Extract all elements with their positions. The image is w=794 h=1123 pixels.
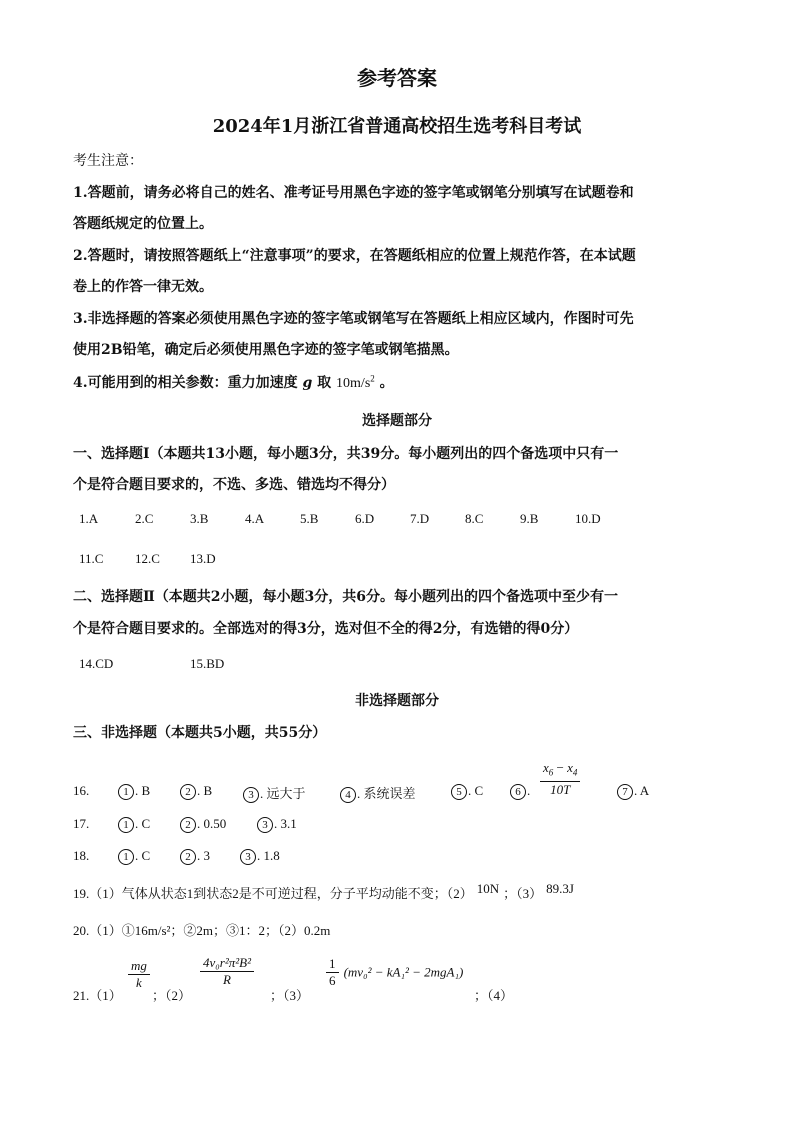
notice-item-2-line-1: 2.答题时，请按照答题纸上“注意事项”的要求，在答题纸相应的位置上规范作答，在本试题 bbox=[73, 248, 636, 264]
gravity-symbol: g bbox=[302, 375, 313, 391]
gravity-value bbox=[336, 373, 375, 391]
exam-subtitle: 2024年1月浙江省普通高校招生选考科目考试 bbox=[212, 116, 582, 137]
q16-item-6 bbox=[510, 783, 530, 800]
notice-item-3-line-2: 使用2B铅笔，确定后必须使用黑色字迹的签字笔或钢笔描黑。 bbox=[73, 342, 459, 358]
notice-item-4-prefix: 4.可能用到的相关参数：重力加速度 bbox=[73, 375, 298, 391]
page-title: 参考答案 bbox=[357, 66, 437, 90]
circled-number-icon: 2 bbox=[180, 784, 196, 800]
answer-item: 7.D bbox=[410, 511, 430, 526]
fraction bbox=[128, 958, 150, 991]
q21-sep-3: ；（3） bbox=[270, 988, 310, 1003]
section-1-desc-line-1: 一、选择题Ⅰ（本题共13小题，每小题3分，共39分。每小题列出的四个备选项中只有一 bbox=[73, 446, 619, 462]
section-1-desc-line-2: 个是符合题目要求的，不选、多选、错选均不得分） bbox=[73, 477, 395, 493]
gravity-value-text: 10m/s bbox=[336, 376, 371, 391]
q20-answer: 20.（1）①16m/s²；②2m；③1：2；（2）0.2m bbox=[73, 923, 331, 938]
notice-item-1-line-2: 答题纸规定的位置上。 bbox=[73, 216, 213, 232]
answer-text: . 1.8 bbox=[257, 848, 280, 863]
circled-number-icon: 2 bbox=[180, 849, 196, 865]
answer-item: 3.B bbox=[190, 511, 209, 526]
answer-text: . C bbox=[468, 783, 484, 798]
fraction-numerator: mg bbox=[128, 958, 150, 975]
circled-number-icon: 5 bbox=[451, 784, 467, 800]
var-x4: x bbox=[567, 760, 573, 775]
answer-item bbox=[118, 783, 150, 800]
q21-fraction-1 bbox=[128, 958, 150, 991]
section-heading-nonchoice: 非选择题部分 bbox=[355, 693, 439, 709]
circled-number-icon: 3 bbox=[243, 787, 259, 803]
fraction bbox=[540, 760, 580, 798]
answer-item: 4.A bbox=[245, 511, 265, 526]
section-2-desc-line-1: 二、选择题Ⅱ（本题共2小题，每小题3分，共6分。每小题列出的四个备选项中至少有一 bbox=[73, 589, 619, 605]
fraction-denominator: 6 bbox=[329, 973, 336, 988]
answer-item bbox=[180, 848, 210, 865]
answer-item bbox=[180, 783, 212, 800]
answer-item bbox=[180, 816, 226, 833]
q18-number: 18. bbox=[73, 848, 90, 863]
q16-number: 16. bbox=[73, 783, 90, 798]
q16-item-7 bbox=[617, 783, 649, 800]
fraction bbox=[200, 955, 254, 988]
notice-item-3-line-1: 3.非选择题的答案必须使用黑色字迹的签字笔或钢笔写在答题纸上相应区域内，作图时可先 bbox=[73, 311, 634, 327]
notice-item-4-end: 。 bbox=[379, 375, 394, 391]
answer-item: 6.D bbox=[355, 511, 375, 526]
q21-fraction-3 bbox=[326, 956, 463, 989]
circled-number-icon: 3 bbox=[257, 817, 273, 833]
notice-item-1-line-1: 1.答题前，请务必将自己的姓名、准考证号用黑色字迹的签字笔或钢笔分别填写在试题卷和 bbox=[73, 185, 634, 201]
gravity-value-exponent: 2 bbox=[370, 373, 375, 384]
q21-expression-3: (mv₀² − kA₁² − 2mgA₁) bbox=[343, 964, 464, 980]
answer-item bbox=[451, 783, 483, 800]
answer-item bbox=[243, 783, 306, 803]
fraction-numerator: 1 bbox=[326, 956, 339, 973]
circled-number-icon: 7 bbox=[617, 784, 633, 800]
q19-answer bbox=[73, 883, 574, 902]
q16-fraction bbox=[540, 760, 580, 798]
q16-item-7-text: . A bbox=[634, 783, 650, 798]
answer-text: . 3.1 bbox=[274, 816, 297, 831]
answer-item bbox=[118, 816, 150, 833]
var-x6: x bbox=[543, 760, 549, 775]
answer-item bbox=[257, 816, 297, 833]
answer-text: . 系统误差 bbox=[357, 786, 416, 801]
fraction-denominator: R bbox=[223, 972, 231, 987]
answer-item bbox=[340, 783, 416, 803]
answer-text: . C bbox=[135, 816, 151, 831]
notice-item-4-mid: 取 bbox=[317, 375, 332, 391]
fraction-denominator: k bbox=[136, 975, 142, 990]
answer-item bbox=[240, 848, 280, 865]
sub-6: 6 bbox=[548, 767, 554, 778]
answer-text: . B bbox=[135, 783, 151, 798]
answer-text: . C bbox=[135, 848, 151, 863]
answer-item: 14.CD bbox=[79, 656, 114, 671]
fraction bbox=[326, 956, 339, 989]
q21-fraction-2 bbox=[200, 955, 254, 988]
answer-item: 9.B bbox=[520, 511, 539, 526]
circled-number-icon: 4 bbox=[340, 787, 356, 803]
fraction-numerator bbox=[540, 760, 580, 782]
circled-number-icon: 1 bbox=[118, 784, 134, 800]
q19-value-3: 89.3J bbox=[546, 881, 574, 896]
answer-item: 2.C bbox=[135, 511, 154, 526]
fraction-numerator: 4v₀r²π²B² bbox=[200, 955, 254, 972]
circled-number-icon: 3 bbox=[240, 849, 256, 865]
q19-value-2: 10N bbox=[476, 881, 500, 896]
notice-item-4 bbox=[73, 372, 394, 392]
section-heading-choice: 选择题部分 bbox=[362, 413, 432, 429]
answer-item: 12.C bbox=[135, 551, 160, 566]
q17-number: 17. bbox=[73, 816, 90, 831]
q21-sep-2: ；（2） bbox=[152, 988, 192, 1003]
q21-sep-4: ；（4） bbox=[474, 988, 514, 1003]
notice-heading: 考生注意： bbox=[73, 153, 143, 169]
answer-item: 10.D bbox=[575, 511, 601, 526]
answer-item: 15.BD bbox=[190, 656, 225, 671]
notice-item-2-line-2: 卷上的作答一律无效。 bbox=[73, 279, 213, 295]
minus-sign: − bbox=[553, 760, 568, 775]
answer-item: 11.C bbox=[79, 551, 104, 566]
answer-text: . B bbox=[197, 783, 213, 798]
section-2-desc-line-2: 个是符合题目要求的。全部选对的得3分，选对但不全的得2分，有选错的得0分） bbox=[73, 621, 579, 637]
answer-item: 5.B bbox=[300, 511, 319, 526]
circled-number-icon: 1 bbox=[118, 817, 134, 833]
circled-number-icon: 2 bbox=[180, 817, 196, 833]
q19-text: 19.（1）气体从状态1到状态2是不可逆过程，分子平均动能不变；（2） bbox=[73, 886, 473, 901]
q21-number: 21.（1） bbox=[73, 988, 122, 1003]
answer-text: . 3 bbox=[197, 848, 210, 863]
q16-item-6-dot: . bbox=[527, 783, 531, 798]
sub-4: 4 bbox=[572, 767, 578, 778]
section-3-desc: 三、非选择题（本题共5小题，共55分） bbox=[73, 725, 327, 741]
answer-text: . 远大于 bbox=[260, 786, 306, 801]
circled-number-icon: 6 bbox=[510, 784, 526, 800]
answer-item: 13.D bbox=[190, 551, 216, 566]
fraction-denominator: 10T bbox=[550, 781, 571, 797]
answer-item: 8.C bbox=[465, 511, 484, 526]
q19-sep: ；（3） bbox=[503, 886, 543, 901]
answer-item: 1.A bbox=[79, 511, 99, 526]
circled-number-icon: 1 bbox=[118, 849, 134, 865]
answer-text: . 0.50 bbox=[197, 816, 227, 831]
answer-item bbox=[118, 848, 150, 865]
